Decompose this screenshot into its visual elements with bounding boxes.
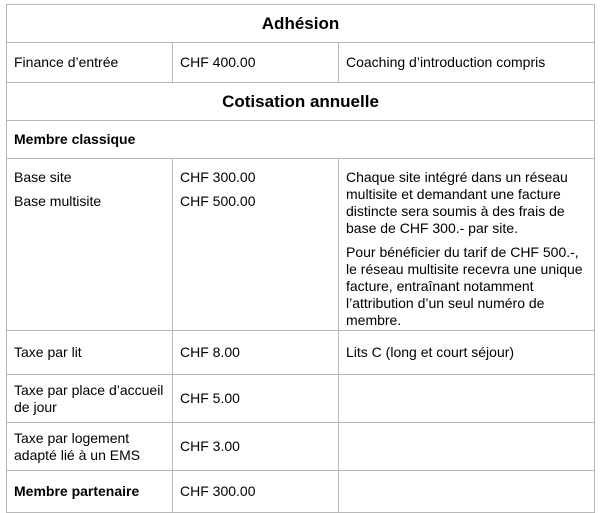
table-row [7, 159, 595, 331]
classic-member-row [7, 121, 595, 159]
housing-tax-amount: CHF 3.00 [173, 423, 339, 471]
housing-tax-note [339, 423, 595, 471]
day-care-tax-amount: CHF 5.00 [173, 375, 339, 423]
table-row [7, 375, 595, 423]
base-site-label: Base site [14, 169, 72, 185]
adhesion-header-row [7, 5, 595, 43]
table-row [7, 43, 595, 83]
base-note-2: Pour bénéficier du tarif de CHF 500.-, le réseau multisite recevra une unique facture, entraînant notamment l’attribution d’un seul numéro de membre. [346, 244, 583, 328]
entry-fee-amount: CHF 400.00 [173, 43, 339, 83]
table-row [7, 331, 595, 375]
bed-tax-amount: CHF 8.00 [173, 331, 339, 375]
table-row [7, 471, 595, 513]
housing-tax-label: Taxe par logement adapté lié à un EMS [7, 423, 173, 471]
membership-fees-table [6, 4, 595, 513]
base-amounts-cell [173, 159, 339, 331]
bed-tax-note: Lits C (long et court séjour) [339, 331, 595, 375]
day-care-tax-label: Taxe par place d’accueil de jour [7, 375, 173, 423]
table-row [7, 423, 595, 471]
bed-tax-label: Taxe par lit [7, 331, 173, 375]
base-multisite-amount: CHF 500.00 [180, 193, 256, 209]
base-labels-cell [7, 159, 173, 331]
base-multisite-label: Base multisite [14, 193, 102, 209]
entry-fee-label: Finance d’entrée [7, 43, 173, 83]
entry-fee-note: Coaching d’introduction compris [339, 43, 595, 83]
partner-member-amount: CHF 300.00 [173, 471, 339, 513]
day-care-tax-note [339, 375, 595, 423]
adhesion-title: Adhésion [7, 5, 595, 43]
partner-member-label: Membre partenaire [7, 471, 173, 513]
base-site-amount: CHF 300.00 [180, 169, 256, 185]
classic-member-header: Membre classique [7, 121, 595, 159]
base-note-1: Chaque site intégré dans un réseau multisite et demandant une facture distincte sera soumis à des frais de base de CHF 300.- par site. [346, 169, 568, 236]
partner-member-note [339, 471, 595, 513]
cotisation-header-row [7, 83, 595, 121]
cotisation-title: Cotisation annuelle [7, 83, 595, 121]
base-notes-cell [339, 159, 595, 331]
